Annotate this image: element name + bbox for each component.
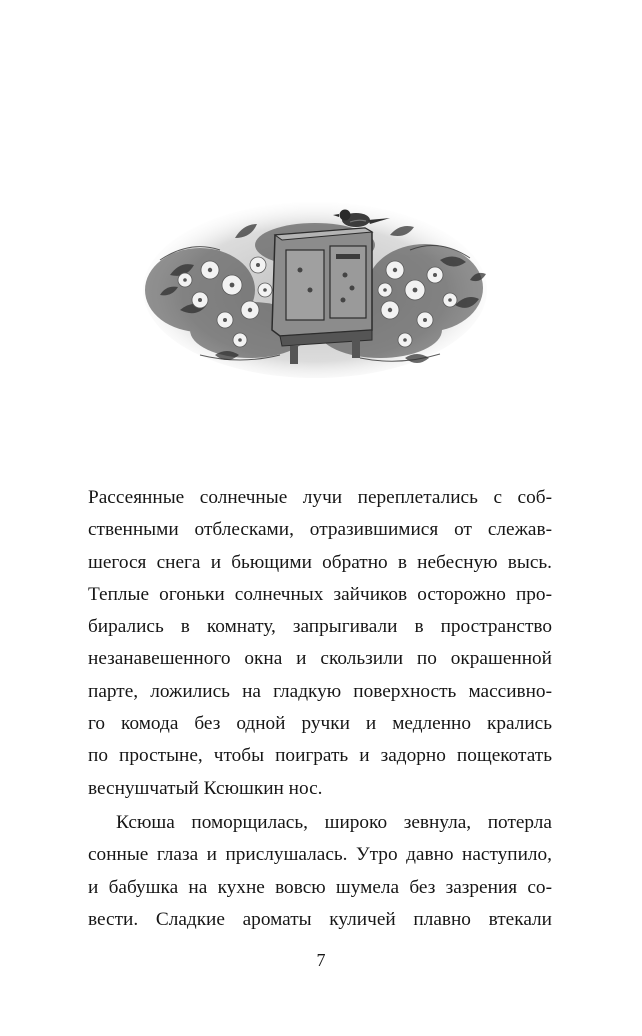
text-line: незанавешенного окна и скользили по окрашенной bbox=[88, 648, 552, 670]
text-line: шегося снега и бьющими обратно в небесную высь. bbox=[88, 551, 552, 573]
text-line: Рассеянные солнечные лучи переплетались с соб- bbox=[88, 487, 552, 508]
text-line: парте, ложились на гладкую поверхность массивно- bbox=[88, 680, 552, 702]
text-line: ственными отблесками, отразившимися от слежав- bbox=[88, 519, 552, 541]
text-line: Ксюша поморщилась, широко зевнула, потерла bbox=[116, 811, 552, 833]
text-line: и бабушка на кухне вовсю шумела без зазрения со- bbox=[88, 876, 552, 898]
body-text bbox=[88, 482, 552, 936]
text-line: вести. Сладкие ароматы куличей плавно втекали bbox=[88, 908, 552, 930]
paragraph-1 bbox=[88, 482, 552, 805]
text-line: веснушчатый Ксюшкин нос. bbox=[88, 777, 323, 799]
page-number: 7 bbox=[316, 950, 326, 970]
mailbox-flowers-illustration bbox=[140, 180, 490, 390]
text-line: Теплые огоньки солнечных зайчиков осторожно про- bbox=[88, 583, 552, 605]
text-line: по простыне, чтобы поиграть и задорно пощекотать bbox=[88, 745, 552, 767]
paragraph-2 bbox=[88, 807, 552, 936]
text-line: го комода без одной ручки и медленно крались bbox=[88, 713, 552, 735]
text-line: бирались в комнату, запрыгивали в пространство bbox=[88, 616, 552, 638]
text-line: сонные глаза и прислушалась. Утро давно наступило, bbox=[88, 844, 552, 866]
